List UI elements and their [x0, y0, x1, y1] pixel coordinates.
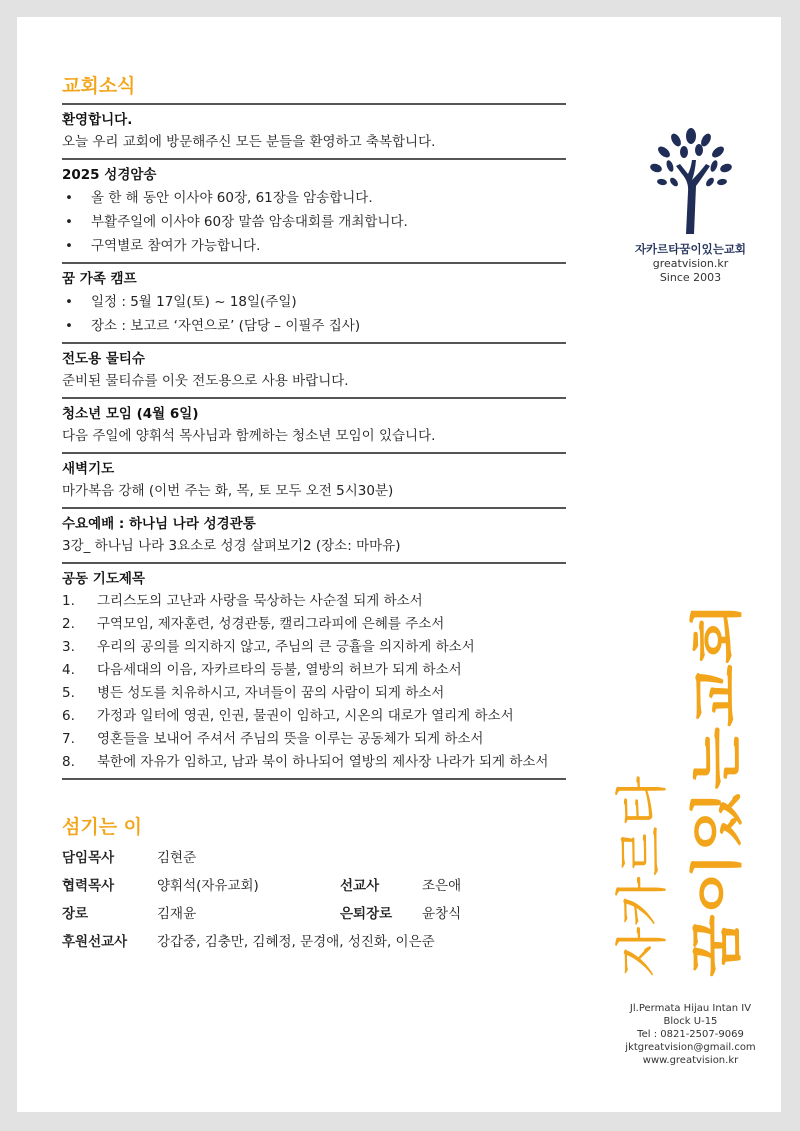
camp-block [62, 262, 566, 342]
memory-title: 2025 성경암송 [62, 167, 157, 183]
logo-church-name: 자카르타꿈이있는교회 [634, 242, 747, 256]
wednesday-title: 수요예배 : 하나님 나라 성경관통 [62, 516, 256, 532]
welcome-block [62, 103, 566, 158]
bulletin-page [17, 17, 781, 1112]
list-item: 1. 그리스도의 고난과 사랑을 묵상하는 사순절 되게 하소서 [62, 593, 423, 609]
welcome-text: 오늘 우리 교회에 방문해주신 모든 분들을 환영하고 축복합니다. [62, 134, 436, 150]
list-item: • 부활주일에 이사야 60장 말씀 암송대회를 개최합니다. [62, 210, 566, 234]
camp-title: 꿈 가족 캠프 [62, 271, 137, 287]
list-item: 7. 영혼들을 보내어 주셔서 주님의 뜻을 이루는 공동체가 되게 하소서 [62, 731, 484, 747]
staff-section-title: 섬기는 이 [62, 816, 143, 838]
tissue-title: 전도용 물티슈 [62, 351, 145, 367]
logo-since: Since 2003 [659, 271, 722, 284]
main-column [62, 69, 566, 956]
phone: Tel : 0821-2507-9069 [637, 1029, 744, 1040]
tissue-text: 준비된 물티슈를 이웃 전도용으로 사용 바랍니다. [62, 373, 349, 389]
list-item: 8. 북한에 자유가 임하고, 남과 북이 하나되어 열방의 제사장 나라가 되게 하소서 [62, 754, 549, 770]
address-line-2: Block U-15 [663, 1016, 718, 1027]
list-item: • 일정 : 5월 17일(토) ~ 18일(주일) [62, 290, 566, 314]
prayer-title: 공동 기도제목 [62, 571, 145, 587]
contact-info [608, 1002, 773, 1067]
youth-text: 다음 주일에 양휘석 목사님과 함께하는 청소년 모임이 있습니다. [62, 428, 436, 444]
wednesday-text: 3강_ 하나님 나라 3요소로 성경 살펴보기2 (장소: 마마유) [62, 538, 401, 554]
staff-row: 담임목사 김현준 [62, 850, 197, 866]
memory-block [62, 158, 566, 262]
email: jktgreatvision@gmail.com [625, 1042, 756, 1053]
staff-row: 후원선교사 강갑중, 김충만, 김혜정, 문경애, 성진화, 이은준 [62, 934, 435, 950]
youth-block [62, 397, 566, 452]
welcome-title: 환영합니다. [62, 112, 133, 128]
church-logo [608, 122, 773, 285]
wednesday-block [62, 507, 566, 562]
vertical-church-name [613, 587, 770, 987]
news-section-title: 교회소식 [62, 75, 136, 97]
staff-row: 협력목사 양휘석(자유교회) 선교사 조은애 [62, 878, 462, 894]
dawn-block [62, 452, 566, 507]
list-item: • 장소 : 보고르 ‘자연으로’ (담당 – 이필주 집사) [62, 314, 566, 338]
list-item: 5. 병든 성도를 치유하시고, 자녀들이 꿈의 사람이 되게 하소서 [62, 685, 445, 701]
address-line-1: Jl.Permata Hijau Intan IV [629, 1003, 752, 1014]
vertical-line-1: 자카르타 [613, 776, 673, 977]
divider [62, 778, 566, 780]
dawn-title: 새벽기도 [62, 461, 115, 477]
youth-title: 청소년 모임 (4월 6일) [62, 406, 199, 422]
logo-site: greatvision.kr [652, 257, 729, 270]
list-item: • 올 한 해 동안 이사야 60장, 61장을 암송합니다. [62, 186, 566, 210]
list-item: 3. 우리의 공의를 의지하지 않고, 주님의 큰 긍휼을 의지하게 하소서 [62, 639, 475, 655]
vertical-line-2: 꿈이있는교회 [688, 675, 748, 977]
tissue-block [62, 342, 566, 397]
list-item: 4. 다음세대의 이음, 자카르타의 등불, 열방의 허브가 되게 하소서 [62, 662, 462, 678]
list-item: 2. 구역모임, 제자훈련, 성경관통, 캘리그라피에 은혜를 주소서 [62, 616, 445, 632]
prayer-block [62, 562, 566, 778]
list-item: • 구역별로 참여가 가능합니다. [62, 234, 566, 258]
dawn-text: 마가복음 강해 (이번 주는 화, 목, 토 모두 오전 5시30분) [62, 483, 394, 499]
staff-row: 장로 김재윤 은퇴장로 윤창식 [62, 906, 462, 922]
list-item: 6. 가정과 일터에 영권, 인권, 물권이 임하고, 시온의 대로가 열리게 하소서 [62, 708, 514, 724]
tree-logo-icon [636, 122, 746, 237]
website: www.greatvision.kr [642, 1055, 739, 1066]
